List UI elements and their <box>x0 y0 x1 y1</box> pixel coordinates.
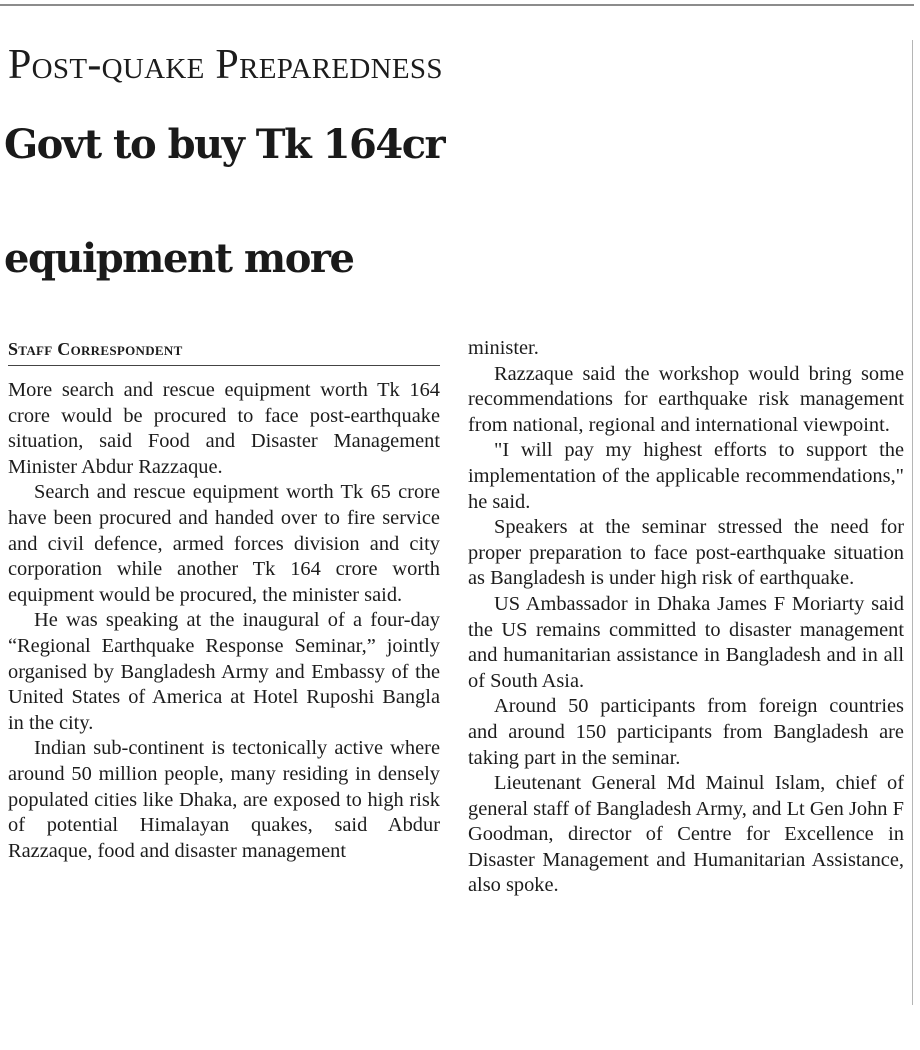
paragraph: Search and rescue equipment worth Tk 65 crore have been procured and handed over to fire service and civil defence, armed forces division and city corporation while another Tk 164 crore worth equipment would be procured, the minister said. <box>8 481 440 606</box>
article-column-2 <box>468 336 904 899</box>
top-rule <box>0 4 914 6</box>
headline-line-2: equipment more <box>4 235 354 282</box>
paragraph: Around 50 participants from foreign countries and around 150 participants from Bangladesh are taking part in the seminar. <box>468 695 904 769</box>
headline-line-1: Govt to buy Tk 164cr <box>4 121 445 168</box>
paragraph-continuation: minister. <box>468 337 539 359</box>
paragraph: Lieutenant General Md Mainul Islam, chief of general staff of Bangladesh Army, and Lt Gen John F Goodman, director of Centre for Excellence in Disaster Management and Humanitarian Assistance, also spoke. <box>468 772 904 897</box>
paragraph: Razzaque said the workshop would bring some recommendations for earthquake risk management from national, regional and international viewpoint. <box>468 362 904 436</box>
paragraph: More search and rescue equipment worth Tk 164 crore would be procured to face post-earthquake situation, said Food and Disaster Management Minister Abdur Razzaque. <box>8 379 440 478</box>
paragraph: Speakers at the seminar stressed the need for proper preparation to face post-earthquake situation as Bangladesh is under high risk of earthquake. <box>468 516 904 590</box>
paragraph: "I will pay my highest efforts to support the implementation of the applicable recommendations," he said. <box>468 439 904 513</box>
article-byline: Staff Correspondent <box>8 339 440 366</box>
paragraph: US Ambassador in Dhaka James F Moriarty said the US remains committed to disaster management and humanitarian assistance in Bangladesh and in all of South Asia. <box>468 592 904 692</box>
article-column-1 <box>8 378 440 864</box>
article-kicker: Post-quake Preparedness <box>8 42 443 88</box>
paragraph: He was speaking at the inaugural of a four-day “Regional Earthquake Response Seminar,” jointly organised by Bangladesh Army and Embassy of the United States of America at Hotel Ruposhi Bangla in the city. <box>8 609 440 734</box>
paragraph: Indian sub-continent is tectonically active where around 50 million people, many residing in densely populated cities like Dhaka, are exposed to high risk of potential Himalayan quakes, said Abdur Razzaque, food and disaster management <box>8 737 440 862</box>
article-headline <box>4 88 916 316</box>
